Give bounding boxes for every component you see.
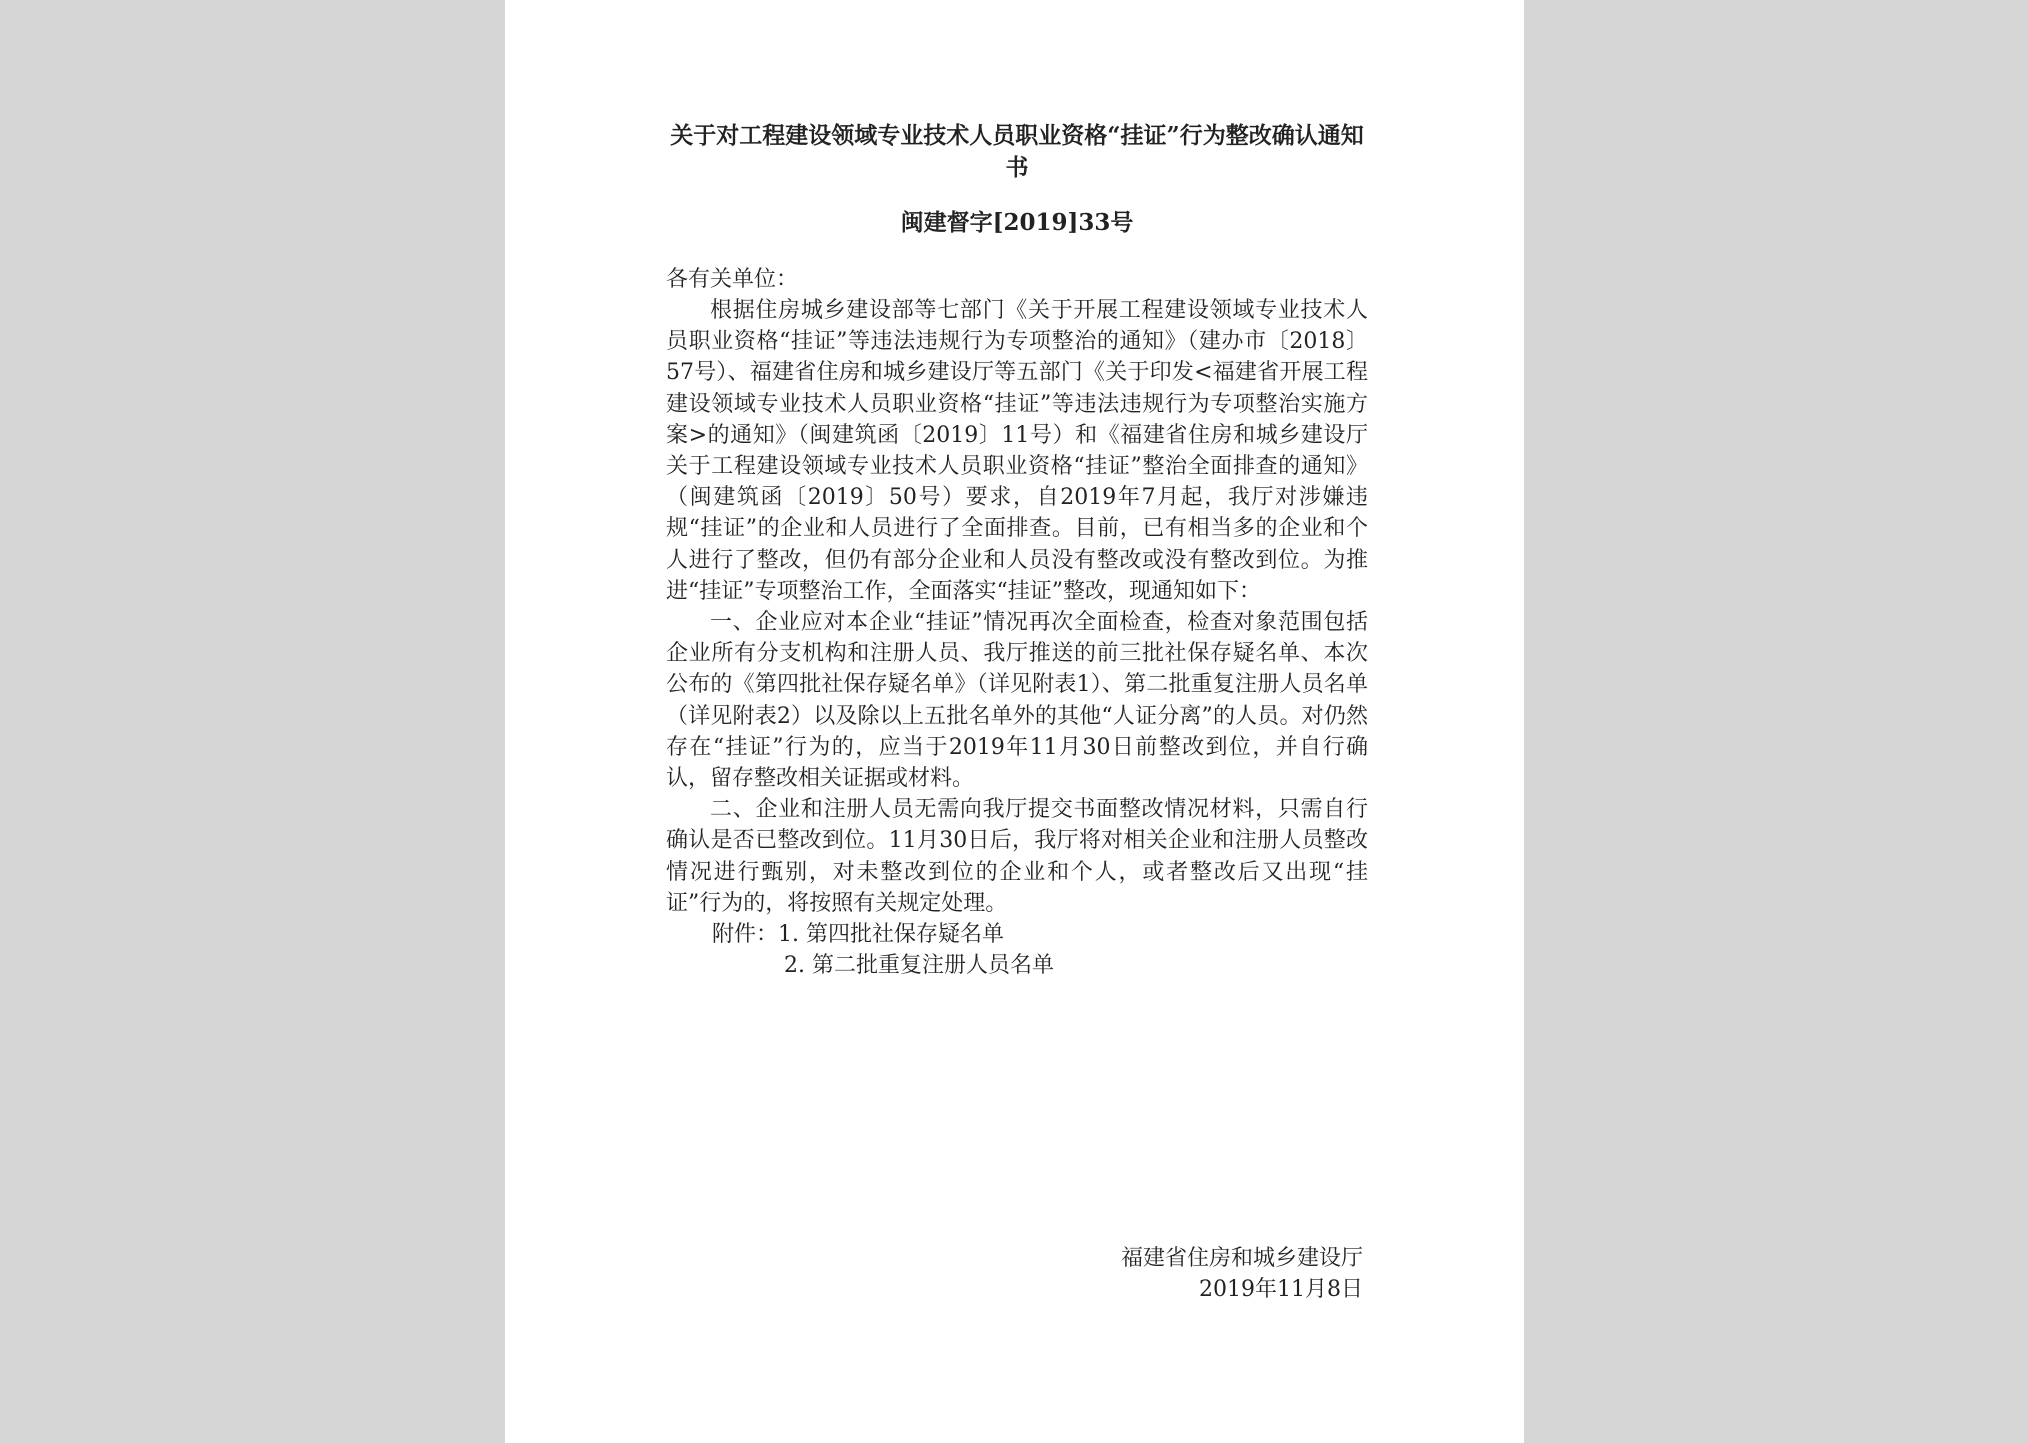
document-title: 关于对工程建设领域专业技术人员职业资格“挂证”行为整改确认通知书	[670, 122, 1364, 181]
attachment-row-1	[666, 919, 1368, 950]
attachment-item-1: 1. 第四批社保存疑名单	[778, 922, 1004, 948]
signature-org: 福建省住房和城乡建设厅	[1120, 1246, 1363, 1271]
document-body	[666, 120, 1368, 981]
paragraph-item-2: 二、企业和注册人员无需向我厅提交书面整改情况材料，只需自行确认是否已整改到位。11月30日后，我厅将对相关企业和注册人员整改情况进行甄别，对未整改到位的企业和个人，或者整改后又出现“挂证”行为的，将按照有关规定处理。	[666, 797, 1368, 916]
document-number: 闽建督字[2019]33号	[900, 209, 1134, 236]
attachment-row-2	[666, 950, 1368, 981]
attachment-label: 附件：	[712, 922, 779, 948]
salutation: 各有关单位：	[666, 267, 799, 292]
signature-block	[1121, 1243, 1363, 1305]
signature-date: 2019年11月8日	[1199, 1277, 1363, 1302]
paragraph-intro: 根据住房城乡建设部等七部门《关于开展工程建设领域专业技术人员职业资格“挂证”等违法违规行为专项整治的通知》（建办市〔2018〕57号）、福建省住房和城乡建设厅等五部门《关于印发<福建省开展工程建设领域专业技术人员职业资格“挂证”等违法违规行为专项整治实施方案>的通知》（闽建筑函〔2019〕11号）和《福建省住房和城乡建设厅关于工程建设领域专业技术人员职业资格“挂证”整治全面排查的通知》（闽建筑函〔2019〕50号）要求，自2019年7月起，我厅对涉嫌违规“挂证”的企业和人员进行了全面排查。目前，已有相当多的企业和个人进行了整改，但仍有部分企业和人员没有整改或没有整改到位。为推进“挂证”专项整治工作，全面落实“挂证”整改，现通知如下：	[666, 298, 1368, 604]
paragraph-item-1: 一、企业应对本企业“挂证”情况再次全面检查，检查对象范围包括企业所有分支机构和注册人员、我厅推送的前三批社保存疑名单、本次公布的《第四批社保存疑名单》（详见附表1）、第二批重复注册人员名单（详见附表2）以及除以上五批名单外的其他“人证分离”的人员。对仍然存在“挂证”行为的，应当于2019年11月30日前整改到位，并自行确认，留存整改相关证据或材料。	[666, 610, 1368, 792]
attachment-item-2: 2. 第二批重复注册人员名单	[784, 953, 1054, 979]
document-page	[505, 0, 1524, 1443]
